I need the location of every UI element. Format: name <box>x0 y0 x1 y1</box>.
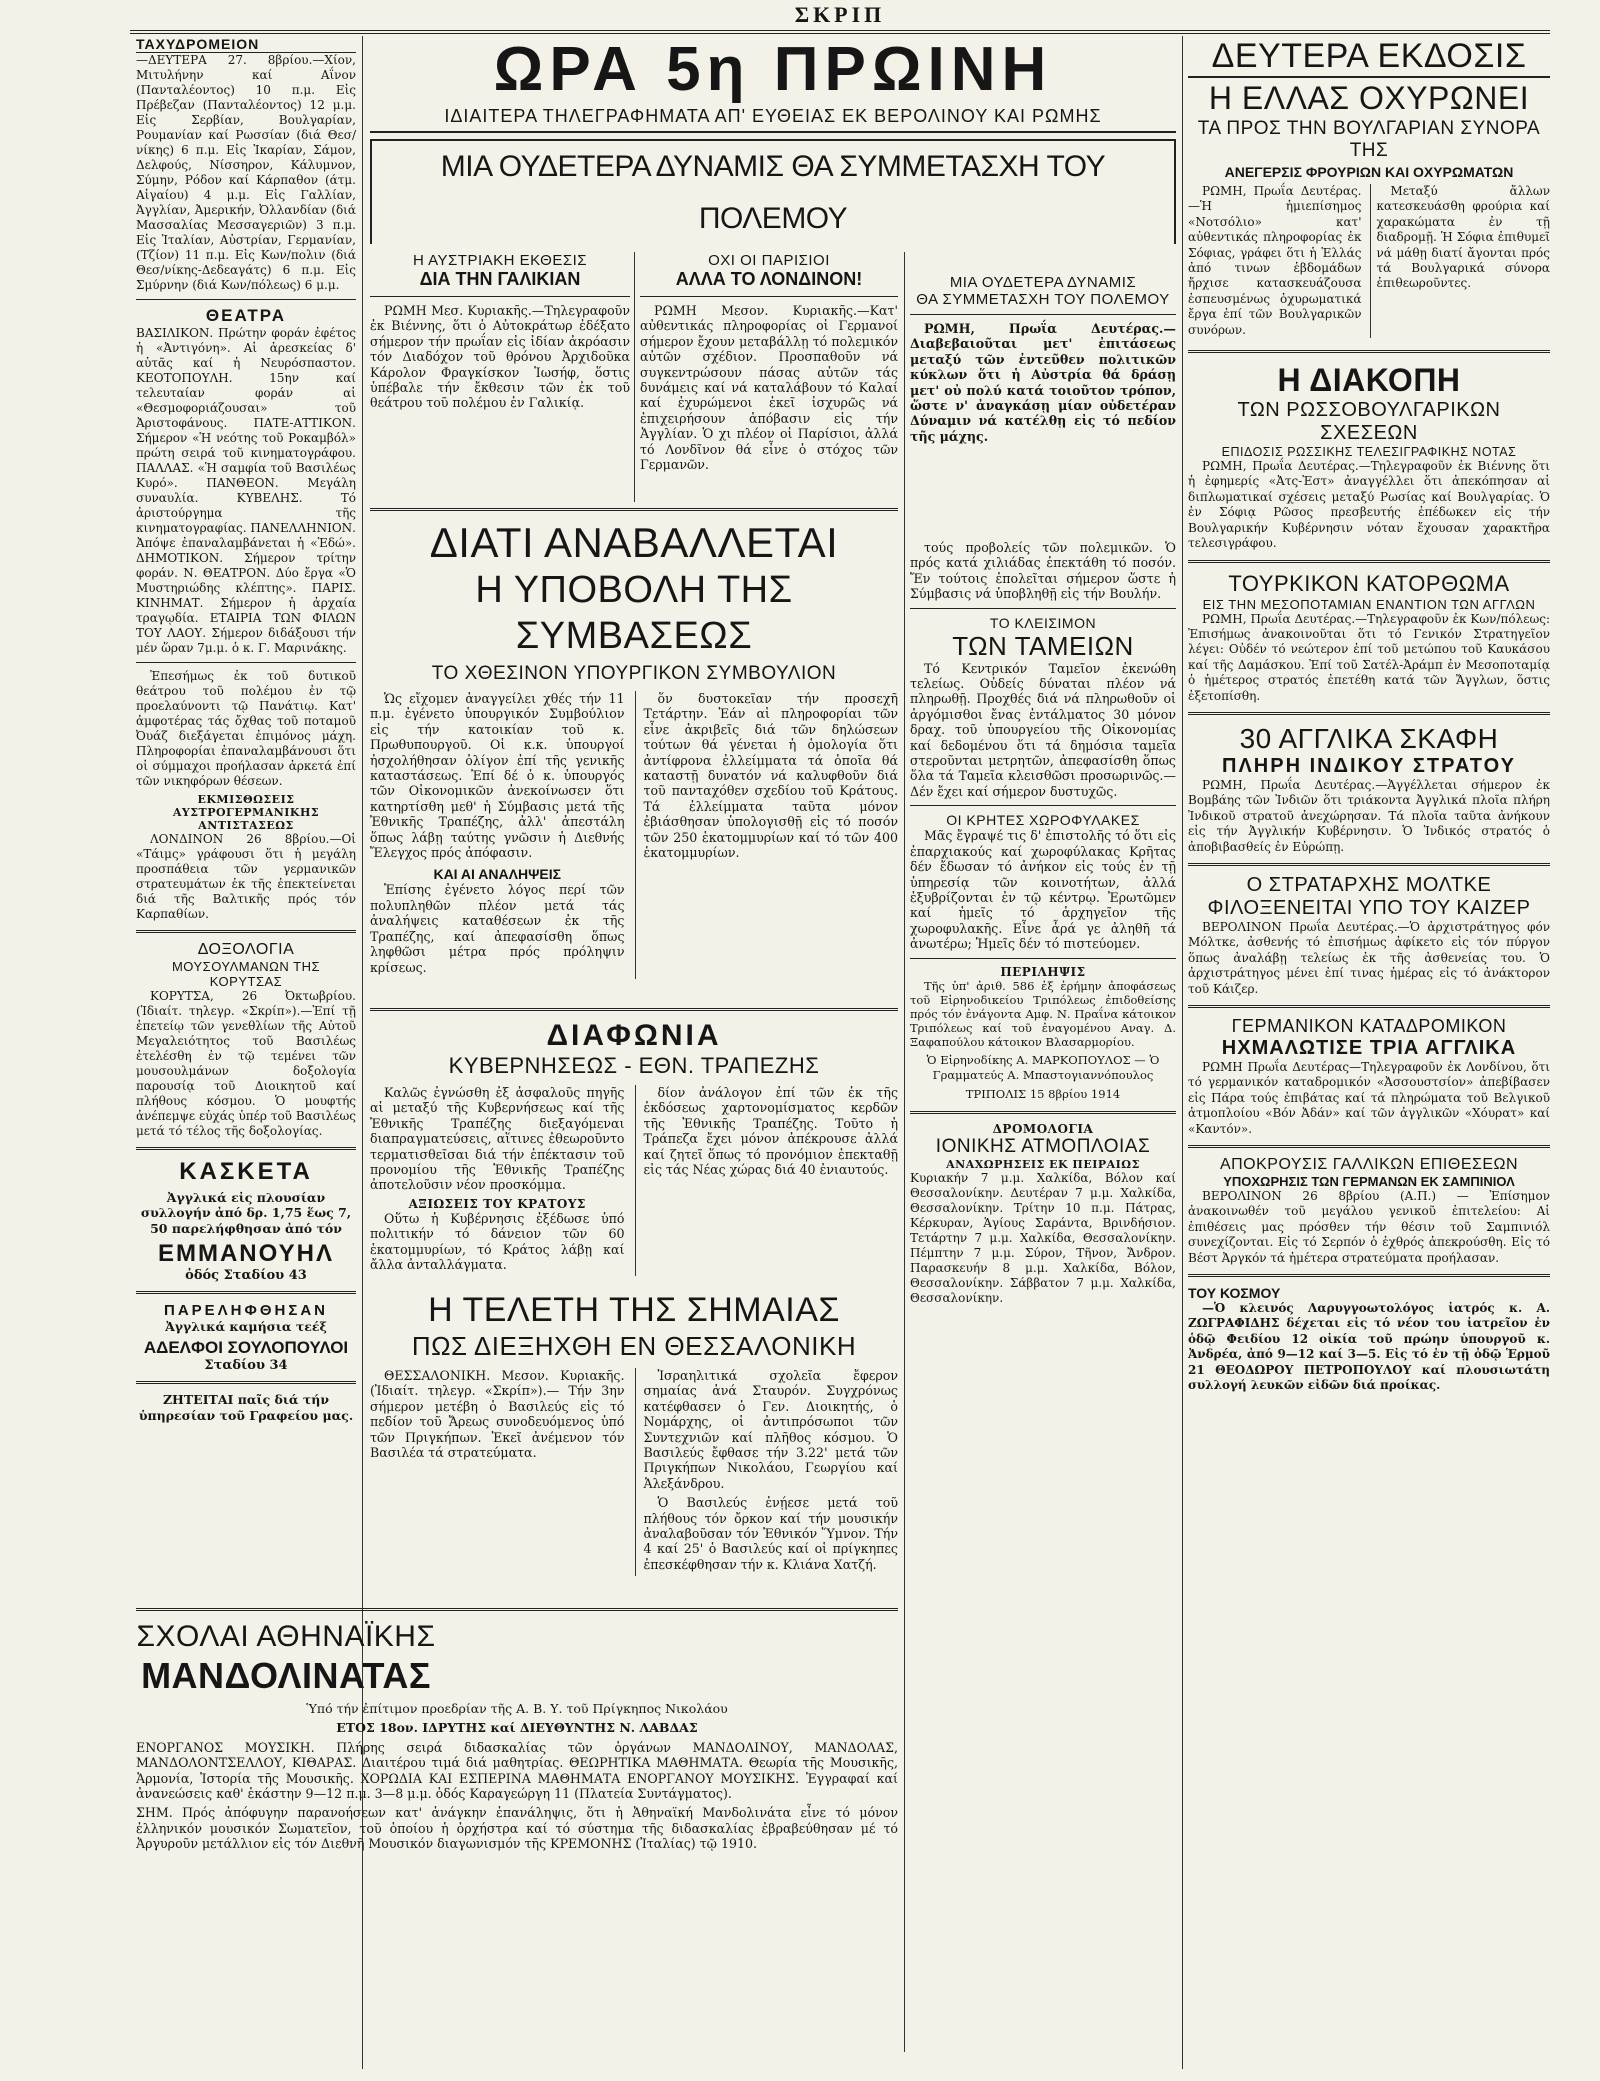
divider <box>370 508 898 511</box>
rupture-kicker: ΕΠΙΔΟΣΙΣ ΡΩΣΣΙΚΗΣ ΤΕΛΕΣΙΓΡΑΦΙΚΗΣ ΝΟΤΑΣ <box>1221 445 1517 460</box>
withdrawals-title: ΚΑΙ ΑΙ ΑΝΑΛΗΨΕΙΣ <box>433 866 562 883</box>
notice-signoff: Ὁ Εἰρηνοδίκης Α. ΜΑΡΚΟΠΟΥΛΟΣ — Ὁ Γραμματεύς Α. Μπαστογιαννόπουλος <box>926 1052 1160 1082</box>
mandolin-note: ΣΗΜ. Πρός ἀπόφυγην παρανοήσεων κατ' ἀνάγκην ἐπανάληψις, ὅτι ἡ Ἀθηναϊκή Μανδολινάτα εἶνε τό μόνον ἐλληνικόν μουσικόν Σωματεῖον, τοῦ ὁποίου ἡ ὀρχήστρα καί τό σύστημα τῆς διδασκαλίας ἐβραβεύθησαν μέ τό Ἀργυροῦν μετάλλιον εἰς τόν Διεθνῆ Μουσικόν διαγωνισμόν τῆς ΚΡΕΜΟΝΗΣ (Ἰταλίας) τῷ 1910. <box>136 1805 898 1852</box>
divider <box>910 1111 1176 1114</box>
divider <box>370 296 630 297</box>
austrian-report <box>370 252 630 532</box>
disagreement-story <box>370 1000 898 1280</box>
doxology-title: ΔΟΞΟΛΟΓΙΑ <box>197 941 295 958</box>
flag-col-a <box>370 1368 625 1576</box>
fortify-text-b: Μεταξύ ἄλλων κατεσκευάσθη φρούρια καί χαρακώματα ἐν τῇ διαδρομῇ. Ἡ Σόφια ἐπιθυμεῖ νά μάθῃ διατί ἄγονται πρός τά Βουλγαρικά σύνορα ἐπιθεωροῦντες. <box>1370 184 1551 338</box>
mandolin-school-ad <box>136 1600 898 2040</box>
divider <box>1188 1145 1550 1148</box>
convention-text-a: Ὡς εἴχομεν ἀναγγείλει χθές τήν 11 π.μ. ἐγένετο ὑπουργικόν Συμβούλιον εἰς τήν κατοικίαν τοῦ κ. Πρωθυπουργοῦ. Οἱ κ.κ. ὑπουργοί ἠσχολήθησαν ὀλίγον ἐπί τῆς γενικῆς καταστάσεως. Ἐπί δέ ὁ κ. ὑπουργός τῶν Οἰκονομικῶν ἀνεκοίνωσεν ὅτι κατηρτίσθη μεθ' ἡ Σύμβασις μετά τῆς Ἐθνικῆς Τραπέζης, ἀλλ' ἀπεστάλη ὅπως λάβῃ ταύτης γνῶσιν ἡ Διεθνής Ἔλεγχος πρός ἀπόφασιν. <box>370 691 625 861</box>
wanted-notice: ΖΗΤΕΙΤΑΙ παῖς διά τήν ὑπηρεσίαν τοῦ Γραφείου μας. <box>138 1392 354 1423</box>
mandolin-headline-2: ΜΑΝΔΟΛΙΝΑΤΑΣ <box>141 1655 431 1696</box>
neutral-report <box>910 252 1176 532</box>
convention-kicker: ΔΙΑΤΙ ΑΝΑΒΑΛΛΕΤΑΙ <box>429 519 839 566</box>
mandolin-founder: ΕΤΟΣ 18ον. ΙΔΡΥΤΗΣ καί ΔΙΕΥΘΥΝΤΗΣ Ν. ΛΑΒΔΑΣ <box>336 1720 698 1736</box>
flag-ceremony-story <box>370 1290 898 1600</box>
convention-text-c: τούς προβολείς τῶν πολεμικῶν. Ὁ πρός κατά χιλιάδας ἐπεκτάθη τό ποσόν. Ἔν τούτοις ἐπολεῖται σήμερον ὥστε ἡ Σύμβασις νά ὑποβληθῇ εἰς τήν Βουλήν. <box>910 540 1176 602</box>
treasury-headline: ΤΩΝ ΤΑΜΕΙΩΝ <box>952 630 1134 661</box>
divider <box>136 1381 356 1384</box>
fortify-text-a: ΡΩΜΗ, Πρωΐα Δευτέρας.—Ἡ ἡμιεπίσημος «Νοτσόλιο» κατ' αὐθεντικάς πληροφορίας ἐκ Σόφιας, γράφει ὅτι ἡ Ἑλλάς ἀπό τινων ἑβδομάδων ἤρχισε κατασκευάζουσα ἐσπευσμένως ὀχυρωματικά ἔργα ἐπί τῶν Βουλγαρικῶν συνόρων. <box>1188 184 1362 337</box>
shipping-subheadline: ΑΝΑΧΩΡΗΣΕΙΣ ΕΚ ΠΕΙΡΑΙΩΣ <box>946 1157 1140 1171</box>
rupture-headline: Η ΔΙΑΚΟΠΗ <box>1277 362 1461 399</box>
neutral-headline: ΘΑ ΣΥΜΜΕΤΑΣΧΗ ΤΟΥ ΠΟΛΕΜΟΥ <box>916 291 1170 308</box>
ships-text: ΡΩΜΗ, Πρωΐα Δευτέρας.—Ἀγγέλλεται σήμερον ἐκ Βομβάης τῶν Ἰνδιῶν ὅτι τριάκοντα Ἀγγλικά πλοῖα πλήρη Ἰνδικοῦ στρατοῦ ἀνεχώρησαν. Τά πλοῖα ταῦτα ἀνήκουν εἰς τήν Ἀγγλικήν Κυβέρνησιν. Ὁ Ἰνδικός στρατός ὁ ἀποβιβασθείς ἐν Εὐρώπῃ. <box>1188 777 1550 854</box>
french-kicker: ΑΠΟΚΡΟΥΣΙΣ ΓΑΛΛΙΚΩΝ ΕΠΙΘΕΣΕΩΝ <box>1219 1156 1519 1174</box>
disagreement-text-b: δίον ἀνάλογον ἐπί τῶν ἐκ τῆς ἐκδόσεως χαρτονομίσματος κερδῶν τῆς Ἐθνικῆς Τραπέζης. Τοῦτο ἡ Τράπεζα ἔχει μόνον ἀπέκρουσε ἀλλά καί ζητεῖ ὅπως τό προνόμιον ἐπεκταθῇ εἰς τάς Νέας χώρας διά 40 ἐνιαυτούς. <box>643 1085 898 1178</box>
moltke-text: ΒΕΡΟΛΙΝΟΝ Πρωΐα Δευτέρας.—Ὁ ἀρχιστράτηγος φόν Μόλτκε, ἀσθενής τό ἐπισήμως ἀφίκετο εἰς τόν πύργον ὅπως ἀναλάβῃ τελείως ἐκ τῆς ἀσθενείας του. Ὁ ἀρχιστράτηγος μένει ἐπί τινας ἡμέρας εἰς τό ἀνάκτορον τοῦ Κάιζερ. <box>1188 919 1550 996</box>
column-rule <box>904 252 905 2052</box>
hats-ad-text: Ἀγγλικά εἰς πλουσίαν συλλογήν ἀπό δρ. 1,75 ἕως 7, 50 παρελήφθησαν ἀπό τόν <box>140 1190 352 1236</box>
divider <box>1188 350 1550 353</box>
turkish-subheadline: ΕΙΣ ΤΗΝ ΜΕΣΟΠΟΤΑΜΙΑΝ ΕΝΑΝΤΙΟΝ ΤΩΝ ΑΓΓΛΩΝ <box>1202 596 1536 612</box>
hats-ad-address: ὁδός Σταδίου 43 <box>185 1268 307 1284</box>
mandolin-headline: ΣΧΟΛΑΙ ΑΘΗΝΑΪΚΗΣ <box>136 1620 436 1653</box>
french-text: ΒΕΡΟΛΙΝΟΝ 26 8βρίου (Α.Π.) — Ἐπίσημον ἀνακοινωθέν τοῦ μεγάλου γενικοῦ ἐπιτελείου: Αἱ ἐπιθέσεις μας πρόσθεν τήν θέσιν τοῦ Σαμπινιόλ συνεχίζονται. Εἰς τό Σερπόν ὁ ἐχθρός ἀπεκρούσθη. Εἰς τό Βέστ Ἀργκόν τά ἡμέτερα στρατεύματα προήλασαν. <box>1188 1189 1550 1265</box>
middle-right-column <box>910 540 1176 2040</box>
convention-columns <box>370 691 898 979</box>
divider <box>136 662 356 663</box>
flag-text-b: Ἰσραηλιτικά σχολεῖα ἔφερον σημαίας ἀνά Σταυρόν. Συγχρόνως κατέφθασεν ὁ Γεν. Διοικητής, ὁ Νομάρχης, οἱ ἀντιπρόσωποι τῶν Συντεχνιῶν καί πλῆθος κόσμου. Ὁ Βασιλεύς ἔφθασε τήν 3.22' μετά τῶν Πριγκήπων Νικολάου, Γεωργίου καί Ἀλεξάνδρου. <box>643 1368 898 1491</box>
divider <box>910 608 1176 609</box>
divider <box>1188 863 1550 866</box>
convention-text-b: ὅν δυστοκεῖαν τήν προσεχῆ Τετάρτην. Ἐάν αἱ πληροφορίαι τῶν εἶνε ἀκριβεῖς διά τῶν δηλώσεων τούτων θά γένεται ἡ ὁμολογία ὅτι ἀντίφρονα ἐλλείμματα τά ὁποῖα θά καταστῇ δυνατόν νά καλυφθοῦν διά τοῦ πανταχόθεν σχεδίου τοῦ Κράτους. Τά ἐλλείμματα ταῦτα μόνον ἐβιάσθησαν ὑπολογισθῇ εἰς τό ποσόν τῶν 250 ἑκατομμυρίων καί τό τῶν 400 ἑκατομμυρίων. <box>643 691 898 861</box>
flag-columns <box>370 1368 898 1576</box>
ships-subheadline: ΠΛΗΡΗ ΙΝΔΙΚΟΥ ΣΤΡΑΤΟΥ <box>1222 754 1516 777</box>
shirts-ad-text: Ἀγγλικά καμήσια τεέξ <box>165 1319 327 1335</box>
convention-headline: Η ΥΠΟΒΟΛΗ ΤΗΣ ΣΥΜΒΑΣΕΩΣ <box>475 569 793 657</box>
post-title: ΤΑΧΥΔΡΟΜΕΙΟΝ <box>136 36 356 53</box>
convention-col-a <box>370 691 625 979</box>
rupture-subheadline: ΤΩΝ ΡΩΣΣΟΒΟΥΛΓΑΡΙΚΩΝ ΣΧΕΣΕΩΝ <box>1237 399 1501 445</box>
divider <box>1188 560 1550 563</box>
austro-title: ΕΚΜΙΣΘΩΣΕΙΣ ΑΥΣΤΡΟΓΕΡΜΑΝΙΚΗΣ ΑΝΤΙΣΤΑΣΕΩΣ <box>172 793 320 832</box>
divider <box>1188 1274 1550 1277</box>
mandolin-title-block <box>136 1619 436 1697</box>
convention-col-b <box>635 691 899 979</box>
convention-story <box>370 500 898 1000</box>
right-column <box>1188 36 1550 2066</box>
shirts-ad-title: ΠΑΡΕΛΗΦΘΗΣΑΝ <box>164 1302 328 1320</box>
treasury-kicker: ΤΟ ΚΛΕΙΣΙΜΟΝ <box>989 614 1097 631</box>
theatre-title: ΘΕΑΤΡΑ <box>205 306 287 325</box>
mandolin-courses: ΕΝΟΡΓΑΝΟΣ ΜΟΥΣΙΚΗ. Πλήρης σειρά διδασκαλίας τῶν ὀργάνων ΜΑΝΔΟΛΙΝΟΥ, ΜΑΝΔΟΛΑΣ, ΜΑΝΔΟΛΟΝΤΣΕΛΛΟΥ, ΚΙΘΑΡΑΣ. Διαιτέρου τιμά διά μαθητρίας. ΘΕΩΡΗΤΙΚΑ ΜΑΘΗΜΑΤΑ. Θεωρία τῆς Μουσικῆς, Ἁρμονία, Ἱστορία τῆς Μουσικῆς. ΧΟΡΩΔΙΑ ΚΑΙ ΕΣΠΕΡΙΝΑ ΜΑΘΗΜΑΤΑ ΕΝΟΡΓΑΝΟΥ ΜΟΥΣΙΚΗΣ. Ἐγγραφαί καί ἀνανεώσεις καθ' ἑκάστην 9—12 π.μ. 3—8 μ.μ. ὁδός Καραγεώργη 11 (Πλατεία Συντάγματος). <box>136 1739 898 1802</box>
paper-name: ΣΚΡΙΠ <box>794 2 886 27</box>
rupture-text: ΡΩΜΗ, Πρωΐα Δευτέρας.—Τηλεγραφοῦν ἐκ Βιέννης ὅτι ἡ ἐφημερίς «Ἀτς-Ἐστ» ἀναγγέλλει ὅτι ἀπεκόπησαν αἱ διπλωματικαί σχέσεις μεταξύ Ρωσίας καί Βουλγαρίας. Ὁ ἐν Σόφιᾳ Ρῶσος πρεσβευτής ἐπέδωκεν εἰς τήν Βουλγαρικήν Κυβέρνησιν νόταν ἔχουσαν χαρακτῆρα τελεσιγράφου. <box>1188 459 1550 551</box>
divider <box>136 1291 356 1294</box>
gendarmes-headline: ΟΙ ΚΡΗΤΕΣ ΧΩΡΟΦΥΛΑΚΕΣ <box>946 812 1140 829</box>
disagreement-subheadline: ΚΥΒΕΡΝΗΣΕΩΣ - ΕΘΝ. ΤΡΑΠΕΖΗΣ <box>448 1053 820 1078</box>
gendarmes-text: Μᾶς ἔγραψέ τις δ' ἐπιστολῆς τό ὅτι εἰς ἐπαρχιακούς καί χωροφύλακας Κρῆτας δέν ἔδωσαν τό ἀνήκον εἰς τούς ἐν τῇ ὑπηρεσίᾳ τῶν κοινοτήτων, ἀλλά ἐξυβρίζονται ἐν τῷ κέντρῳ. Ἐρωτῶμεν καί ἡμεῖς τό ἀρχηγεῖον τῆς χωροφυλακῆς. Εἶνε ἆρά γε ἀληθῆ τά ἀνωτέρω; Ἡμεῖς δέν τό πιστεύομεν. <box>910 828 1176 952</box>
london-headline: ΑΛΛΑ ΤΟ ΛΟΝΔΙΝΟΝ! <box>675 269 863 289</box>
fortify-headline: Η ΕΛΛΑΣ ΟΧΥΡΩΝΕΙ <box>1208 80 1530 116</box>
disagreement-headline: ΔΙΑΦΩΝΙΑ <box>546 1019 722 1052</box>
fortify-kicker: ΑΝΕΓΕΡΣΙΣ ΦΡΟΥΡΙΩΝ ΚΑΙ ΟΧΥΡΩΜΑΤΩΝ <box>1224 164 1514 180</box>
divider <box>136 299 356 300</box>
austrian-headline: ΔΙΑ ΤΗΝ ΓΑΛΙΚΙΑΝ <box>419 269 581 289</box>
divider <box>910 958 1176 959</box>
austro-text: ΛΟΝΔΙΝΟΝ 26 8βρίου.—Οἱ «Τάιμς» γράφουσι ὅτι ἡ μεγάλη προσπάθεια τῶν γερμανικῶν στρατευμάτων ἐκ τῆς ἐπεκτείνεται διά τῆς Βαλτικῆς πρός τόν Καρπαθίων. <box>136 832 356 921</box>
notice-title: ΠΕΡΙΛΗΨΙΣ <box>1000 964 1086 979</box>
state-claims-title: ΑΞΙΩΣΕΙΣ ΤΟΥ ΚΡΑΤΟΥΣ <box>408 1196 586 1211</box>
divider <box>1188 712 1550 715</box>
flag-text-a: ΘΕΣΣΑΛΟΝΙΚΗ. Μεσον. Κυριακῆς. (Ἰδιαίτ. τηλεγρ. «Σκρίπ»).— Τήν 3ην σήμερον μετέβη ὁ Βασιλεύς εἰς τό πεδίον τοῦ Ἄρεως συνοδευόμενος ὑπό τῶν Πριγκήπων. Ἐκεῖ ἀνέμενον τόν Βασιλέα τά στρατεύματα. <box>370 1368 625 1461</box>
withdrawals-text: Ἐπίσης ἐγένετο λόγος περί τῶν πολυπληθῶν πλέον μετά τάς ἀναλήψεις καταθέσεων ἐκ τῆς Τραπέζης, καί ἀπεφασίσθη ὅπως ληφθῶσι μέτρα πρός πρόληψιν κρίσεως. <box>370 882 625 975</box>
notice-text: Τῆς ὑπ' ἀριθ. 586 ἐξ ἐρήμην ἀποφάσεως τοῦ Εἰρηνοδικείου Τριπόλεως ἐπιδοθείσης πρός τόν ἐνάγοντα Αμφ. Ν. Πραΐνα κάτοικον Τριπόλεως καί τοῦ ἐναγομένου Αναγ. Δ. Ξαφαπούλου κάτοικον Βλασαρμορίου. <box>910 978 1176 1049</box>
divider <box>910 314 1176 315</box>
london-text: ΡΩΜΗ Μεσον. Κυριακῆς.—Κατ' αὐθεντικάς πληροφορίας οἱ Γερμανοί σήμερον ἔχουν μεταβάλλῃ τό πολεμικόν αὐτῶν σχέδιον. Προσπαθοῦν νά συγκεντρώσουν πάσας αὐτῶν τάς δυνάμεις καί νά καταλάβουν τό Καλαί καί ἐχυρώμενοι ἐκεῖ ἰσχυρῶς νά ἐπιχειρήσουν ἀπόβασιν εἰς τήν Ἀγγλίαν. Ὁ χι πλέον οἱ Παρίσιοι, ἀλλά τό Λονδῖνον θά εἶνε ὁ στόχος τῶν Γερμανῶν. <box>640 303 898 473</box>
fortify-subheadline: ΤΑ ΠΡΟΣ ΤΗΝ ΒΟΥΛΓΑΡΙΑΝ ΣΥΝΟΡΑ ΤΗΣ <box>1197 118 1541 161</box>
convention-subheadline: ΤΟ ΧΘΕΣΙΝΟΝ ΥΠΟΥΡΓΙΚΟΝ ΣΥΜΒΟΥΛΙΟΝ <box>431 663 837 684</box>
column-rule <box>634 252 635 502</box>
turkish-text: ΡΩΜΗ, Πρωΐα Δευτέρας.—Τηλεγραφοῦν ἐκ Κων/πόλεως: Ἐπισήμως ἀνακοινοῦται ὅτι τό Γενικόν Στρατηγεῖον λέγει: Οὐδέν τό νεώτερον ἐπί τοῦ μετώπου τοῦ Καυκάσου καί τῆς Δαμάσκου. Ἐπί τοῦ Σατέλ-Ἀράμπ ἐν Μεσοποταμίᾳ ὁ ἡμέτερος στρατός ἐπετέθη κατά τῶν Ἄγγλων, ὅστις ἐξετοπίσθη. <box>1188 611 1550 703</box>
disagreement-text-a: Καλῶς ἐγνώσθη ἐξ ἀσφαλοῦς πηγῆς αἱ μεταξύ τῆς Κυβερνήσεως καί τῆς Ἐθνικῆς Τραπέζης διεξαγόμεναι διαπραγματεύσεις, αἵτινες ἐθεωροῦντο τερματισθεῖσαι διά τήν ἐπέκτασιν τοῦ προνομίου τῆς Ἐθνικῆς Τραπέζης ἀποτελοῦσιν νέον προσκόμμα. <box>370 1085 625 1193</box>
doxology-text: ΚΟΡΥΤΣΑ, 26 Ὀκτωβρίου. (Ἰδιαίτ. τηλεγρ. «Σκρίπ»).—Ἐπί τῇ ἐπετείῳ τῶν γενεθλίων τῆς Αὐτοῦ Μεγαλειότητος τοῦ Βασιλέως ἐτελέσθη ἐν τῷ τεμένει τῶν μουσουλμάνων δοξολογία παρουσίᾳ τοῦ Διοικητοῦ καί πλήθους κόσμου. Ὁ μουφτής ἀνέπεμψε εὐχάς ὑπέρ τοῦ Βασιλέως μετά τό τέλος τῆς δοξολογίας. <box>136 989 356 1138</box>
shipping-headline: ΙΟΝΙΚΗΣ ΑΤΜΟΠΛΟΙΑΣ <box>935 1135 1151 1157</box>
fortify-columns <box>1188 184 1550 342</box>
austrian-text: ΡΩΜΗ Μεσ. Κυριακῆς.—Τηλεγραφοῦν ἐκ Βιέννης, ὅτι ὁ Αὐτοκράτωρ ἐδέξατο σήμερον τήν πρωΐαν εἰς ἰδίαν ἀκρόασιν τόν Διαδόχον τοῦ θρόνου Ἀρχιδοῦκα Κάρολον Φραγκίσκον Ἰωσήφ, ὅστις ὑπέβαλε τήν ἔκθεσιν τῶν ἐκ τοῦ θεάτρου τοῦ πολέμου ἐν Γαλικίᾳ. <box>370 303 630 411</box>
raider-kicker: ΓΕΡΜΑΝΙΚΟΝ ΚΑΤΑΔΡΟΜΙΚΟΝ <box>1231 1016 1507 1036</box>
flag-text-c: Ὁ Βασιλεύς ἐνῄεσε μετά τοῦ πλήθους τόν ὄρκον καί τήν μουσικήν ἀναλαβοῦσαν τόν Ἐθνικόν Ὕμνον. Τήν 4 καί 25' ὁ Βασιλεύς καί οἱ πρίγκηπες ἐπεσκέφθησαν τήν κ. Κλιάνα Χατζή. <box>643 1495 898 1572</box>
london-report <box>640 252 898 532</box>
flag-subheadline: ΠΩΣ ΔΙΕΞΗΧΘΗ ΕΝ ΘΕΣΣΑΛΟΝΙΚΗ <box>411 1331 857 1361</box>
london-kicker: ΟΧΙ ΟΙ ΠΑΡΙΣΙΟΙ <box>708 252 830 269</box>
divider <box>640 296 898 297</box>
lead-headline: ΜΙΑ ΟΥΔΕΤΕΡΑ ΔΥΝΑΜΙΣ ΘΑ ΣΥΜΜΕΤΑΣΧΗ ΤΟΥ ΠΟΛΕΜΟΥ <box>370 139 1176 244</box>
moltke-kicker: Ο ΣΤΡΑΤΑΡΧΗΣ ΜΟΛΤΚΕ <box>1246 873 1492 896</box>
flag-headline: Η ΤΕΛΕΤΗ ΤΗΣ ΣΗΜΑΙΑΣ <box>428 1291 840 1329</box>
newspaper-page <box>130 0 1550 2081</box>
french-headline: ΥΠΟΧΩΡΗΣΙΣ ΤΩΝ ΓΕΡΜΑΝΩΝ ΕΚ ΣΑΜΠΙΝΙΟΛ <box>1223 1174 1515 1190</box>
raider-text: ΡΩΜΗ Πρωΐα Δευτέρας—Τηλεγραφοῦν ἐκ Λονδίνου, ὅτι τό γερμανικόν καταδρομικόν «Ἀσσουστσίον» ἀπεβίβασεν εἰς Πάρα τούς ἐπιβάτας καί τά πληρώματα τοῦ Βελγικοῦ ἀτμοπλοίου «Βόν Ἀδάν» καί τῶν ἀγγλικῶν «Χόυρατ» καί «Καντόν». <box>1188 1060 1550 1136</box>
disagreement-col-a <box>370 1085 625 1276</box>
moltke-headline: ΦΙΛΟΞΕΝΕΙΤΑΙ ΥΠΟ ΤΟΥ ΚΑΙΖΕΡ <box>1207 896 1531 919</box>
ships-headline: 30 ΑΓΓΛΙΚΑ ΣΚΑΦΗ <box>1239 722 1499 754</box>
divider <box>136 1147 356 1150</box>
notice-place-date: ΤΡΙΠΟΛΙΣ 15 8βρίου 1914 <box>965 1087 1121 1102</box>
austrian-kicker: Η ΑΥΣΤΡΙΑΚΗ ΕΚΘΕΣΙΣ <box>412 252 588 269</box>
column-rule <box>1182 36 1183 2069</box>
turkish-headline: ΤΟΥΡΚΙΚΟΝ ΚΑΤΟΡΘΩΜΑ <box>1228 570 1510 596</box>
doxology-subtitle: ΜΟΥΣΟΥΛΜΑΝΩΝ ΤΗΣ ΚΟΡΥΤΣΑΣ <box>171 959 321 989</box>
banner-title: ΩΡΑ 5η ΠΡΩΙΝΗ <box>493 35 1053 104</box>
shipping-text: Κυριακήν 7 μ.μ. Χαλκίδα, Βόλον καί Θεσσαλονίκην. Δευτέραν 7 μ.μ. Χαλκίδα, Θεσσαλονίκην. Τρίτην 10 π.μ. Πάτρας, Κέρκυραν, Ἁγίους Σαράντα, Βρινδήσιον. Τετάρτην 7 μ.μ. Χαλκίδα, Θεσσαλονίκην. Πέμπτην 7 μ.μ. Σύρον, Τῆνον, Ἄνδρον. Παρασκευήν 8 μ.μ. Χαλκίδα, Βόλον, Θεσσαλονίκην. Σάββατον 7 μ.μ. Χαλκίδα, Θεσσαλονίκην. <box>910 1170 1176 1305</box>
second-edition-banner: ΔΕΥΤΕΡΑ ΕΚΔΟΣΙΣ <box>1188 36 1550 78</box>
state-claims-text: Οὕτω ἡ Κυβέρνησις ἐξέδωσε ὑπό πολιτικήν τό δάνειον τῶν 60 ἑκατομμυρίων, τό Κράτος λάβῃ καί ἄλλα ἀνταλλάγματα. <box>370 1210 625 1273</box>
war-brief-text: Ἐπεσήμως ἐκ τοῦ δυτικοῦ θεάτρου τοῦ πολέμου ἐν τῷ προελαύνοντι τῷ Πανάτιῳ. Κατ' ἀμφοτέρας τάς ὄχθας τοῦ ποταμοῦ Ὀυάζ διεξάγεται ἐπιμόνος μάχη. Πληροφορίαι ἐπαναλαμβάνουσι ὅτι οἱ σύμμαχοι προήλασαν ἀρκετά ἐπί τῶν νικηφόρων θέσεων. <box>136 669 356 788</box>
shipping-title: ΔΡΟΜΟΛΟΓΙΑ <box>992 1121 1094 1136</box>
hats-ad-title: ΚΑΣΚΕΤΑ <box>179 1158 313 1185</box>
flag-col-b <box>635 1368 899 1576</box>
theatre-text: ΒΑΣΙΛΙΚΟΝ. Πρώτην φοράν ἐφέτος ἡ «Ἀντιγόνη». Αἱ ἀρεσκείας δ' αὐτᾶς καί ἡ Νευρόσπαστον. ΚΕΟΤΟΠΟΥΛΗ. 15ην καί τελευταίαν φοράν αἱ «Θεσμοφοριάζουσαι» τοῦ Ἀριστοφάνους. ΠΑΤΕ-ΑΤΤΙΚΟΝ. Σήμερον «Ἡ νεότης τοῦ Ροκαμβόλ» πρώτη σειρά τοῦ κινηματογράφου. ΠΑΛΛΑΣ. «Ἡ σαμφία τοῦ Βασιλέως Κυρό». ΠΑΝΘΕΟΝ. Μεγάλη συναυλία. ΚΥΒΕΛΗΣ. Τό ἀριστούργημα τῆς κινηματογραφίας. ΠΑΝΕΛΛΗΝΙΟΝ. Ἀπόψε ἐπαναλαμβάνεται ἡ «Ἐδώ». ΔΗΜΟΤΙΚΟΝ. Σήμερον τρίτην φοράν. Ν. ΘΕΑΤΡΟΝ. Δύο ἔργα «Ὁ Μυστηριώδης κλέπτης». ΠΑΡΙΣ. ΚΙΝΗΜΑΤ. Σήμερον ἡ ἀρχαία τραγῳδία. ΕΤΑΙΡΙΑ ΤΩΝ ΦΙΛΩΝ ΤΟΥ ΛΑΟΥ. Σήμερον διδάξουσι τήν μέν ὥραν 7μ.μ. ὁ κ. Γ. Μαρινάκης. <box>136 326 356 655</box>
post-text: —ΔΕΥΤΕΡΑ 27. 8βρίου.—Χίον, Μιτυλήνην καί Αΐνον (Πανταλέοντος) 10 π.μ. Εἰς Πρέβεζαν (Πανταλέοντος) 12 μ.μ. Εἰς Σερβίαν, Βουλγαρίαν, Ρουμανίαν καί Ρωσσίαν (διά Θεσ/νίκης) 6 π.μ. Εἰς Ἰκαρίαν, Σάμον, Δελφούς, Νίσσηρον, Κάλυμνον, Σύμην, Ρόδον καί Κάρπαθον (άτμ. Αἰγαίου) 4 μ.μ. Εἰς Γαλλίαν, Ἀγγλίαν, Ἀμερικήν, Ὀλλανδίαν (διά Μασσαλίας Μεσσαγεριῶν) 3 π.μ. Εἰς Ἰταλίαν, Αὐστρίαν, Γερμανίαν, (Τζίον) 11 π.μ. Εἰς Κων/πολιν (διά Θεσ/νίκης-Δεδεαγάτς) 6 π.μ. Εἰς Σμύρνην (διά Κων/πόλεως) 6 μ.μ. <box>136 53 356 292</box>
divider <box>370 1008 898 1011</box>
divider <box>1188 1005 1550 1008</box>
raider-headline: ΗΧΜΑΛΩΤΙΣΕ ΤΡΙΑ ΑΓΓΛΙΚΑ <box>1221 1037 1517 1059</box>
neutral-text: ΡΩΜΗ, Πρωΐα Δευτέρας.—Διαβεβαιοῦται μετ' ἐπιτάσεως μεταξύ τῶν ἐντεῦθεν πολιτικῶν κύκλων ὅτι ἡ Αὐστρία θά δράσῃ μετ' οὐ πολύ κατά τοιοῦτον τρόπον, ὥστε ν' ἀναγκάσῃ μίαν οὐδετέραν Δύναμιν νά κατέλθῃ εἰς τό πεδίον τῆς μάχης. <box>910 321 1176 444</box>
hats-ad-name: ΕΜΜΑΝΟΥΗΛ <box>157 1240 334 1268</box>
divider <box>136 930 356 933</box>
treasury-text: Τό Κεντρικόν Ταμεῖον ἐκενώθη τελείως. Οὐδείς δύναται πλέον νά πληρωθῇ. Προχθές διά νά πληρωθοῦν οἱ ἀργόμισθοι ἔνας ἐντάλματος 30 μόνον δραχ. τοῦ ὑπουργείου τῆς Οἰκονομίας καί δεδομένου ὅτι τά δημόσια ταμεῖα στεροῦνται μετρητῶν, ἀπεφασίσθη ὅπως ὅλα τά Ταμεῖα κλεισθῶσι προσωρινῶς.— Δέν ἔχει καί σήμερον δυστυχῶς. <box>910 660 1176 799</box>
disagreement-col-b <box>635 1085 899 1276</box>
front-banner <box>370 34 1176 244</box>
divider <box>910 805 1176 806</box>
masthead <box>130 0 1550 34</box>
neutral-kicker: ΜΙΑ ΟΥΔΕΤΕΡΑ ΔΥΝΑΜΙΣ <box>949 274 1137 291</box>
divider <box>136 1608 898 1611</box>
shirts-ad-name: ΑΔΕΛΦΟΙ ΣΟΥΛΟΠΟΥΛΟΙ <box>143 1338 349 1358</box>
shirts-ad-address: Σταδίου 34 <box>204 1358 288 1374</box>
disagreement-columns <box>370 1085 898 1276</box>
society-title: ΤΟΥ ΚΟΣΜΟΥ <box>1188 1285 1281 1302</box>
society-text: —Ὁ κλεινός Λαρυγγοωτολόγος ἰατρός κ. Α. ΖΩΓΡΑΦΙΔΗΣ δέχεται εἰς τό νέον του ἰατρεῖον ἐν ὁδῷ Φειδίου 12 οἰκία τοῦ πρώην ὑπουργοῦ κ. Ἀνδρέα, ἀπό 9—12 καί 3—5. Εἰς τό ἐν τῇ ὁδῷ Ἑρμοῦ 21 ΘΕΟΔΩΡΟΥ ΠΕΤΡΟΠΟΥΛΟΥ καί πλουσιωτάτη συλλογή λευκῶν εἰδῶν διά προίκας. <box>1188 1301 1550 1393</box>
banner-subtitle: ΙΔΙΑΙΤΕΡΑ ΤΗΛΕΓΡΑΦΗΜΑΤΑ ΑΠ' ΕΥΘΕΙΑΣ ΕΚ ΒΕΡΟΛΙΝΟΥ ΚΑΙ ΡΩΜΗΣ <box>370 106 1176 133</box>
mandolin-patronage: Ὑπό τήν ἐπίτιμον προεδρίαν τῆς Α. Β. Υ. τοῦ Πρίγκηπος Νικολάου <box>306 1701 728 1716</box>
